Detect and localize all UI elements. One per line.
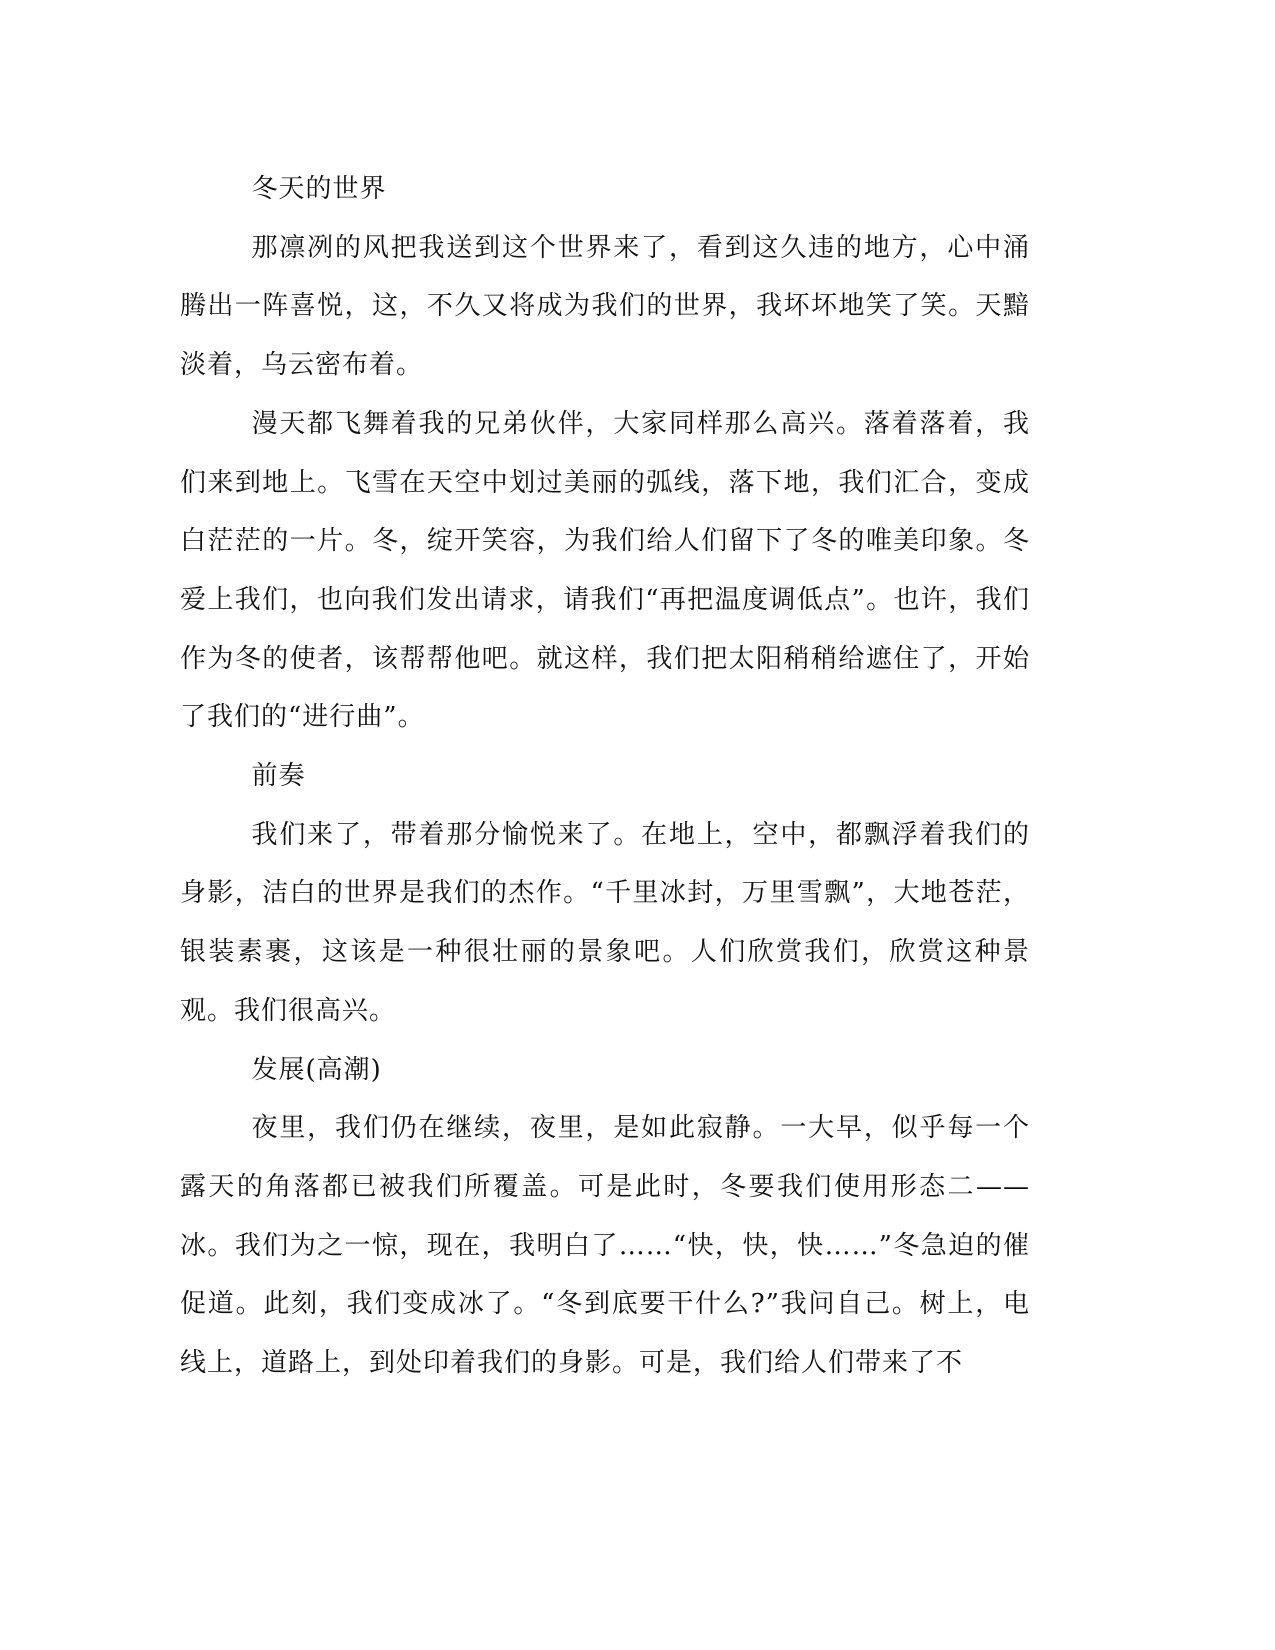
paragraph: 我们来了，带着那分愉悦来了。在地上，空中，都飘浮着我们的身影，洁白的世界是我们的杰作。“千里冰封，万里雪飘”，大地苍茫，银装素裹，这该是一种很壮丽的景象吧。人们欣赏我们，欣赏这种景观。我们很高兴。	[180, 819, 1030, 1026]
section-heading: 前奏	[251, 761, 306, 792]
paragraph: 漫天都飞舞着我的兄弟伙伴，大家同样那么高兴。落着落着，我们来到地上。飞雪在天空中划过美丽的弧线，落下地，我们汇合，变成白茫茫的一片。冬，绽开笑容，为我们给人们留下了冬的唯美印象。冬爱上我们，也向我们发出请求，请我们“再把温度调低点”。也许，我们作为冬的使者，该帮帮他吧。就这样，我们把太阳稍稍给遮住了，开始了我们的“进行曲”。	[180, 408, 1030, 733]
section-title: 冬天的世界	[251, 174, 387, 204]
section-heading: 发展(高潮)	[251, 1054, 382, 1085]
document-page	[180, 160, 1030, 1393]
paragraph: 那凛冽的风把我送到这个世界来了，看到这久违的地方，心中涌腾出一阵喜悦，这，不久又将成为我们的世界，我坏坏地笑了笑。天黯淡着，乌云密布着。	[180, 232, 1030, 381]
paragraph: 夜里，我们仍在继续，夜里，是如此寂静。一大早，似乎每一个露天的角落都已被我们所覆盖。可是此时，冬要我们使用形态二——冰。我们为之一惊，现在，我明白了……“快，快，快……”冬急迫的催促道。此刻，我们变成冰了。“冬到底要干什么?”我问自己。树上，电线上，道路上，到处印着我们的身影。可是，我们给人们带来了不	[180, 1113, 1030, 1379]
